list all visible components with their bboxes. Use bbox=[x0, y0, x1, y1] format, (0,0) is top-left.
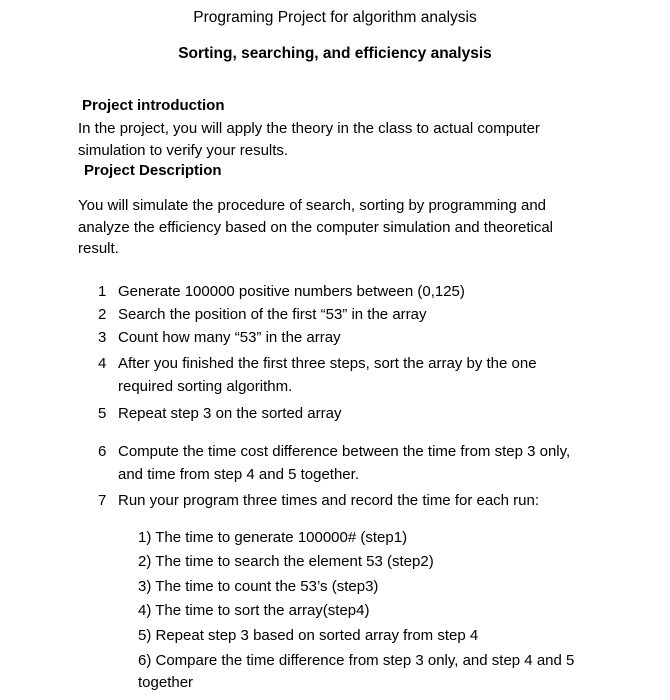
step-number: 4 bbox=[98, 355, 107, 372]
description-heading: Project Description bbox=[84, 162, 222, 179]
step-text: Count how many “53” in the array bbox=[118, 329, 341, 346]
substep-6-text: 6) Compare the time difference from step 3 only, and step 4 and 5 together bbox=[138, 652, 575, 691]
step-text: Search the position of the first “53” in the array bbox=[118, 306, 427, 323]
substep-3: 3) The time to count the 53’s (step3) bbox=[138, 578, 379, 595]
step-text: Run your program three times and record the time for each run: bbox=[118, 492, 540, 509]
step-text: After you finished the first three steps, sort the array by the one required sorting algorithm. bbox=[118, 355, 537, 395]
description-paragraph: You will simulate the procedure of search, sorting by programming and analyze the efficiency based on the computer simulation and theoretical result. bbox=[78, 197, 554, 257]
step-text: Compute the time cost difference between the time from step 3 only, and time from step 4 and 5 together. bbox=[118, 443, 571, 483]
substep-1: 1) The time to generate 100000# (step1) bbox=[138, 529, 408, 546]
step-number: 6 bbox=[98, 443, 107, 460]
substep-2: 2) The time to search the element 53 (step2) bbox=[138, 553, 434, 570]
substep-4: 4) The time to sort the array(step4) bbox=[138, 602, 370, 619]
substep-5: 5) Repeat step 3 based on sorted array from step 4 bbox=[138, 627, 479, 644]
document-subtitle: Sorting, searching, and efficiency analysis bbox=[178, 45, 492, 62]
step-number: 7 bbox=[98, 492, 107, 509]
step-number: 5 bbox=[98, 405, 107, 422]
step-text: Repeat step 3 on the sorted array bbox=[118, 405, 342, 422]
substep-6 bbox=[138, 650, 578, 694]
step-number: 3 bbox=[98, 329, 107, 346]
intro-heading: Project introduction bbox=[82, 97, 225, 114]
step-text: Generate 100000 positive numbers between (0,125) bbox=[118, 283, 465, 300]
step-number: 2 bbox=[98, 306, 107, 323]
intro-paragraph: In the project, you will apply the theory in the class to actual computer simulation to verify your results. bbox=[78, 120, 540, 159]
document-title: Programing Project for algorithm analysis bbox=[193, 9, 477, 26]
step-number: 1 bbox=[98, 283, 107, 300]
